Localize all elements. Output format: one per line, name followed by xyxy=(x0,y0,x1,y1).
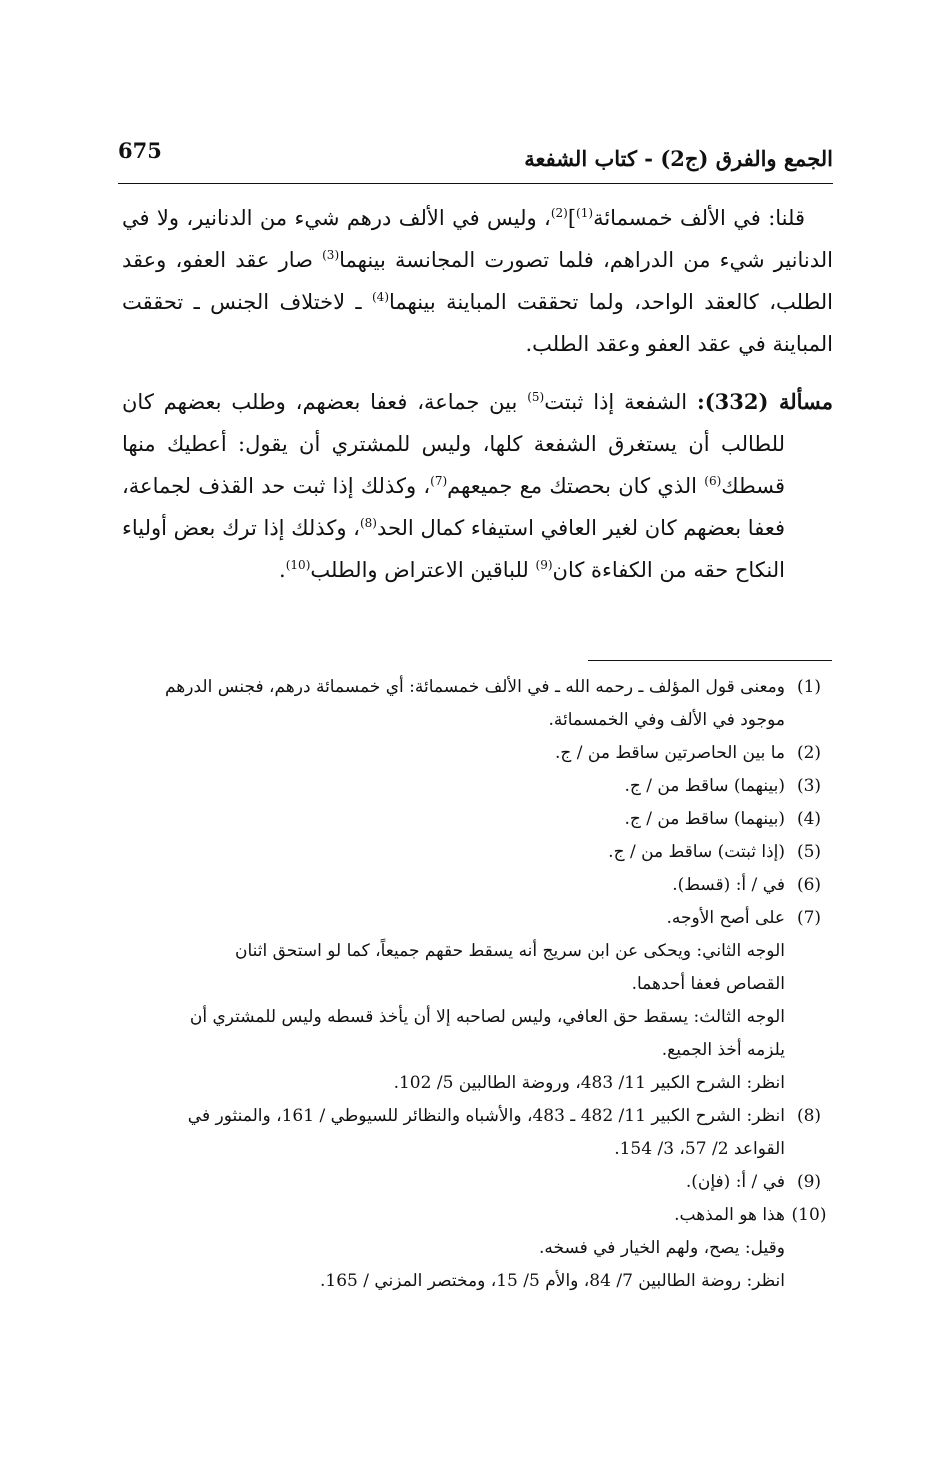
footnote-continuation: وقيل: يصح، ولهم الخيار في فسخه. xyxy=(538,1238,785,1258)
footnote-number: (6) xyxy=(796,875,822,895)
footnote-ref-7: (7) xyxy=(430,474,448,488)
footnote-ref-2: (2) xyxy=(550,206,568,220)
page-number: 675 xyxy=(118,138,162,163)
paragraph-intro: قلنا: في الألف خمسمائة$^{(1)}$]$^{(2)}$، وليس في الألف درهم شيء من الدنانير، ولا في الدنانير شيء من الدراهم، فلما تصورت المجانسة بينهما$^{(3)}$ صار عقد العفو، وعقد الطلب، كالعقد الواحد، ولما تحققت المباينة بينهما$^{(4)}$ ـ لاختلاف الجنس ـ تحققت المباينة في عقد العفو وعقد الطلب. xyxy=(122,206,833,356)
footnote-7 xyxy=(118,902,833,935)
footnote-1 xyxy=(118,671,833,704)
footnote-ref-1: (1) xyxy=(576,206,594,220)
header-rule xyxy=(118,183,833,184)
footnote-number: (1) xyxy=(796,677,822,697)
footnote-3 xyxy=(118,770,833,803)
footnote-continuation: القواعد 2/ 57، 3/ 154. xyxy=(614,1139,785,1159)
footnote-text: في / أ: (قسط). xyxy=(672,875,785,895)
footnote-5 xyxy=(118,836,833,869)
footnote-number: (9) xyxy=(796,1172,822,1192)
footnote-text: انظر: الشرح الكبير 11/ 482 ـ 483، والأشباه والنظائر للسيوطي / 161، والمنثور في xyxy=(187,1106,785,1126)
footnote-text: في / أ: (فإن). xyxy=(685,1172,785,1192)
footnotes-rule xyxy=(588,660,832,661)
footnote-continuation: يلزمه أخذ الجميع. xyxy=(661,1040,785,1060)
footnote-continuation: انظر: الشرح الكبير 11/ 483، وروضة الطالبين 5/ 102. xyxy=(393,1073,785,1093)
footnote-2 xyxy=(118,737,833,770)
footnote-number: (7) xyxy=(796,908,822,928)
footnote-number: (8) xyxy=(796,1106,822,1126)
footnote-8 xyxy=(118,1100,833,1133)
main-text xyxy=(122,197,833,591)
footnote-ref-3: (3) xyxy=(322,248,340,262)
footnote-ref-5: (5) xyxy=(527,390,545,404)
footnote-number: (2) xyxy=(796,743,822,763)
footnote-text: (إذا ثبتت) ساقط من / ج. xyxy=(608,842,785,862)
masala-label: مسألة (332): xyxy=(696,389,833,414)
footnote-continuation: انظر: روضة الطالبين 7/ 84، والأم 5/ 15، ومختصر المزني / 165. xyxy=(319,1271,785,1291)
footnote-continuation: الوجه الثاني: ويحكى عن ابن سريج أنه يسقط حقهم جميعاً، كما لو استحق اثنان xyxy=(234,941,785,961)
footnote-9 xyxy=(118,1166,833,1199)
footnote-ref-10: (10) xyxy=(285,558,311,572)
footnote-text: ومعنى قول المؤلف ـ رحمه الله ـ في الألف خمسمائة: أي خمسمائة درهم، فجنس الدرهم xyxy=(164,677,785,697)
footnotes xyxy=(118,671,833,1298)
running-title: الجمع والفرق (ج2) - كتاب الشفعة xyxy=(524,146,833,171)
footnote-ref-4: (4) xyxy=(371,290,389,304)
footnote-text: (بينهما) ساقط من / ج. xyxy=(624,776,785,796)
footnote-text: هذا هو المذهب. xyxy=(674,1205,785,1225)
footnote-continuation: موجود في الألف وفي الخمسمائة. xyxy=(548,710,785,730)
footnote-ref-9: (9) xyxy=(535,558,553,572)
footnote-number: (3) xyxy=(796,776,822,796)
footnote-continuation: القصاص فعفا أحدهما. xyxy=(631,974,785,994)
footnote-ref-8: (8) xyxy=(359,516,377,530)
footnote-text: (بينهما) ساقط من / ج. xyxy=(624,809,785,829)
footnote-ref-6: (6) xyxy=(704,474,722,488)
footnote-text: ما بين الحاصرتين ساقط من / ج. xyxy=(554,743,785,763)
footnote-number: (10) xyxy=(791,1205,827,1225)
footnote-number: (5) xyxy=(796,842,822,862)
footnote-text: على أصح الأوجه. xyxy=(666,908,785,928)
footnote-4 xyxy=(118,803,833,836)
footnote-6 xyxy=(118,869,833,902)
page-header xyxy=(118,138,833,178)
footnote-continuation: الوجه الثالث: يسقط حق العافي، وليس لصاحبه إلا أن يأخذ قسطه وليس للمشتري أن xyxy=(189,1007,785,1027)
paragraph-masala-332: مسألة (332): الشفعة إذا ثبتت$^{(5)}$ بين جماعة، فعفا بعضهم، وطلب بعضهم كان للطالب أن يستغرق الشفعة كلها، وليس للمشتري أن يقول: أعطيك منها قسطك$^{(6)}$ الذي كان بحصتك مع جميعهم$^{(7)}$، وكذلك إذا ثبت حد القذف لجماعة، فعفا بعضهم كان لغير العافي استيفاء كمال الحد$^{(8)}$، وكذلك إذا ترك بعض أولياء النكاح حقه من الكفاءة كان$^{(9)}$ للباقين الاعتراض والطلب$^{(10)}$. xyxy=(122,389,833,582)
footnote-10 xyxy=(118,1199,833,1232)
footnote-number: (4) xyxy=(796,809,822,829)
